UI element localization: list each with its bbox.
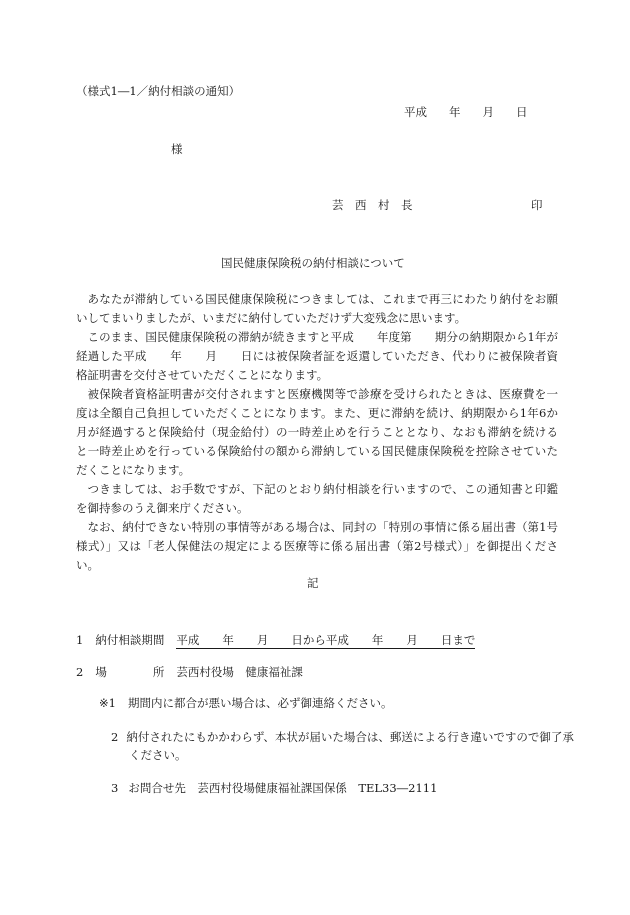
body-paragraph-3: 被保険者資格証明書が交付されますと医療機関等で診療を受けられたときは、医療費を一度は全額自己負担していただくことになります。また、更に滞納を続け、納期限から1年6か月が経過すると保険給付（現金給付）の一時差止めを行うこととなり、なおも滞納を続けると一時差止めを行っている保険給付の額から滞納している国民健康保険税を控除させていただくことになります。 (76, 387, 558, 477)
note-1-text: 期間内に都合が悪い場合は、必ず御連絡ください。 (127, 696, 393, 710)
sender-name: 芸 西 村 長 (332, 198, 413, 212)
body-paragraph-1: あなたが滞納している国民健康保険税につきましては、これまで再三にわたり納付をお願いしてまいりましたが、いまだに納付していただけず大変残念に思います。 (76, 292, 558, 325)
body-paragraph-2: このまま、国民健康保険税の滞納が続きますと平成 年度第 期分の納期限から1年が経過した平成 年 月 日には被保険者証を返還していただき、代わりに被保険者資格証明書を交付させていただくことになります。 (76, 330, 558, 382)
note-3-mark: 3 (111, 781, 119, 795)
note-3-text: お問合せ先 芸西村役場健康福祉課国保係 TEL33―2111 (128, 781, 438, 795)
body-paragraph-4: つきましては、お手数ですが、下記のとおり納付相談を行いますので、この通知書と印鑑を御持参のうえ御来庁ください。 (76, 482, 558, 515)
date-month: 月 (482, 105, 494, 119)
body-paragraph-5: なお、納付できない特別の事情等がある場合は、同封の「特別の事情に係る届出書（第1号様式）」又は「老人保健法の規定による医療等に係る届出書（第2号様式）」を御提出ください。 (76, 520, 558, 572)
note-1-mark: ※1 (99, 696, 116, 710)
form-label: （様式1―1／納付相談の通知） (76, 84, 241, 98)
date-line (404, 105, 528, 120)
item-place-label: 場 所 (95, 665, 165, 679)
note-2 (111, 728, 577, 764)
item-period-label: 納付相談期間 (95, 633, 165, 647)
document-title: 国民健康保険税の納付相談について (221, 256, 405, 270)
item-period-num: 1 (76, 633, 84, 647)
item-place (76, 665, 303, 680)
note-3 (111, 781, 437, 796)
item-place-num: 2 (76, 665, 84, 679)
item-period (76, 633, 475, 648)
date-day: 日 (516, 105, 528, 119)
item-period-value: 平成 年 月 日から平成 年 月 日まで (176, 633, 476, 647)
item-place-value: 芸西村役場 健康福祉課 (176, 665, 303, 679)
seal-mark: 印 (531, 198, 543, 212)
date-era: 平成 (404, 105, 427, 119)
note-2-mark: 2 (111, 730, 119, 744)
note-2-text: 納付されたにもかかわらず、本状が届いた場合は、郵送による行き違いですので御了承ください。 (126, 730, 574, 762)
ki-heading: 記 (307, 576, 319, 590)
addressee-suffix: 様 (171, 142, 183, 156)
note-1 (99, 696, 392, 711)
date-year: 年 (449, 105, 461, 119)
